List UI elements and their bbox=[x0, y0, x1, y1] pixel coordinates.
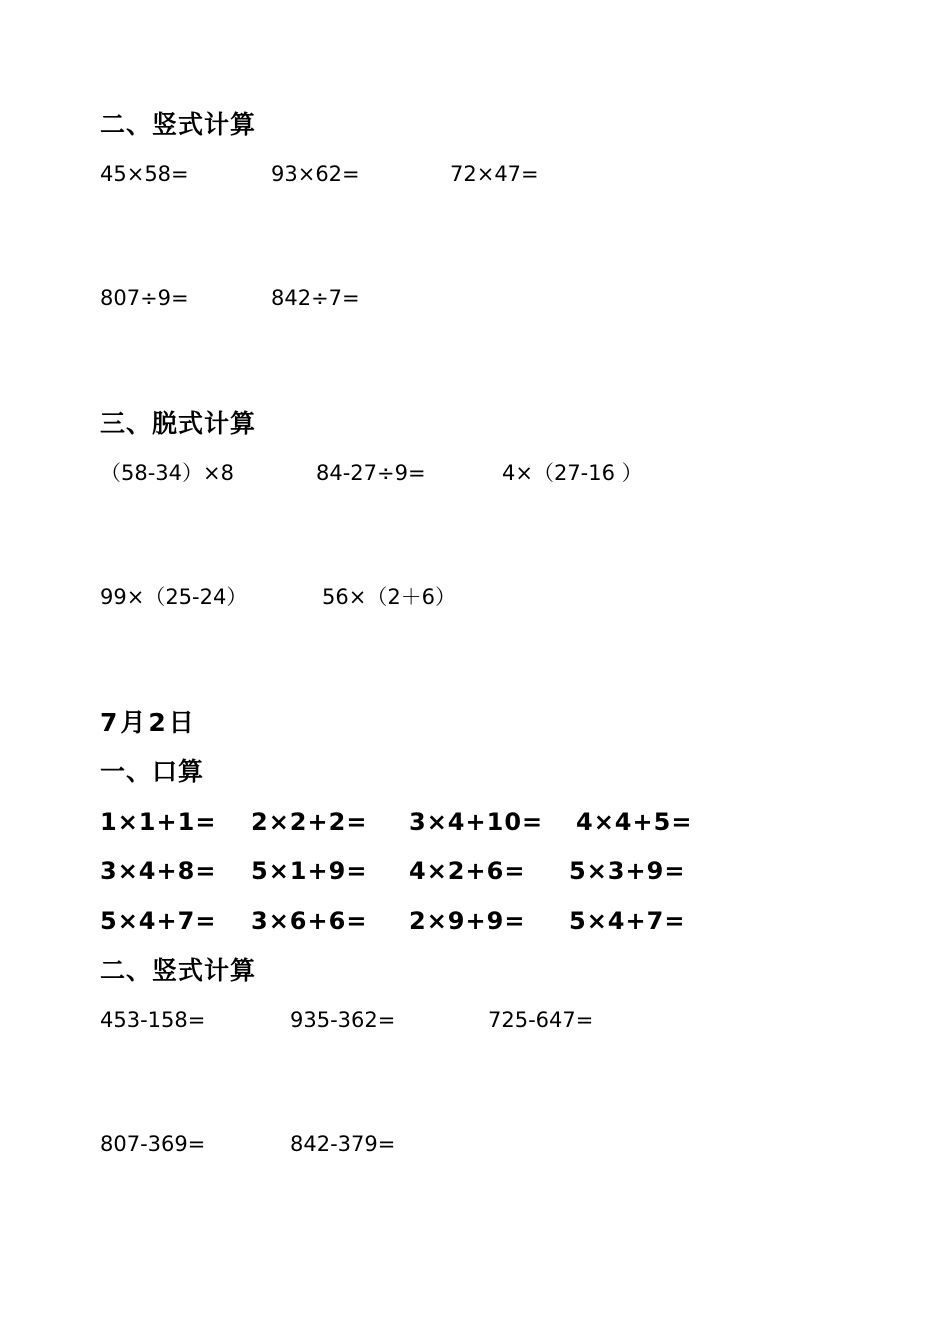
problem: 4×（27-16 ） bbox=[502, 461, 643, 485]
oral-row bbox=[0, 805, 950, 839]
section-heading-oral-calc bbox=[0, 755, 950, 789]
oral-row bbox=[0, 854, 950, 888]
oral-problem: 3×4+8= bbox=[100, 857, 217, 885]
oral-problem: 4×4+5= bbox=[576, 808, 693, 836]
oral-problem: 5×4+7= bbox=[569, 907, 686, 935]
oral-problem: 3×4+10= bbox=[409, 808, 544, 836]
problem: 93×62= bbox=[271, 162, 360, 186]
oral-problem: 2×9+9= bbox=[409, 907, 526, 935]
problem: 807-369= bbox=[100, 1132, 206, 1156]
date-text: 7月2日 bbox=[100, 708, 197, 737]
problem: 56×（2＋6） bbox=[322, 585, 457, 609]
oral-problem: 4×2+6= bbox=[409, 857, 526, 885]
problem-row bbox=[0, 580, 950, 614]
heading-text: 一、口算 bbox=[100, 757, 205, 786]
problem-row bbox=[0, 456, 950, 490]
problem: 72×47= bbox=[450, 162, 539, 186]
problem-row bbox=[0, 1003, 950, 1037]
problem-row bbox=[0, 281, 950, 315]
problem: 807÷9= bbox=[100, 286, 189, 310]
oral-problem: 3×6+6= bbox=[251, 907, 368, 935]
oral-row bbox=[0, 904, 950, 938]
problem: 725-647= bbox=[488, 1008, 594, 1032]
problem: 842÷7= bbox=[271, 286, 360, 310]
problem: 935-362= bbox=[290, 1008, 396, 1032]
problem: 842-379= bbox=[290, 1132, 396, 1156]
oral-problem: 2×2+2= bbox=[251, 808, 368, 836]
oral-problem: 5×3+9= bbox=[569, 857, 686, 885]
oral-problem: 5×4+7= bbox=[100, 907, 217, 935]
heading-text: 二、竖式计算 bbox=[100, 956, 257, 985]
heading-text: 三、脱式计算 bbox=[100, 409, 257, 438]
problem: 99×（25-24） bbox=[100, 585, 248, 609]
problem: 453-158= bbox=[100, 1008, 206, 1032]
section-heading-stepwise-calc bbox=[0, 407, 950, 441]
problem-row bbox=[0, 157, 950, 191]
problem: 45×58= bbox=[100, 162, 189, 186]
problem: 84-27÷9= bbox=[316, 461, 426, 485]
oral-problem: 1×1+1= bbox=[100, 808, 217, 836]
problem-row bbox=[0, 1127, 950, 1161]
heading-text: 二、竖式计算 bbox=[100, 110, 257, 139]
problem: （58-34）×8 bbox=[100, 461, 234, 485]
section-heading-vertical-calc-2 bbox=[0, 954, 950, 988]
oral-problem: 5×1+9= bbox=[251, 857, 368, 885]
date-heading bbox=[0, 706, 950, 740]
section-heading-vertical-calc bbox=[0, 108, 950, 142]
